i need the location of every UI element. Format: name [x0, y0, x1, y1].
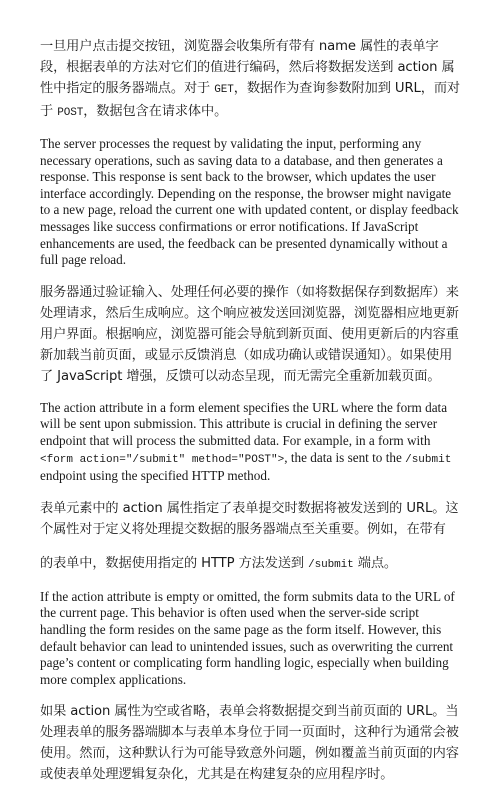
text-run: 表单元素中的 action 属性指定了表单提交时数据将被发送到的 URL。这个属性对于定义将处理提交数据的服务器端点至关重要。例如，在带有 — [40, 500, 459, 537]
text-run: 端点。 — [353, 555, 397, 571]
paragraph-7-en — [40, 589, 462, 689]
inline-code: <form action="/submit" method="POST"> — [40, 453, 285, 466]
text-run: ，数据作为查询参数附加到 URL，而对于 — [40, 81, 461, 119]
text-run: endpoint using the specified HTTP method. — [40, 468, 271, 484]
paragraph-1-zh — [40, 36, 462, 124]
paragraph-5-zh — [40, 498, 462, 540]
text-run: The action attribute in a form element specifies the URL where the form data will be sent upon submission. This attribute is crucial in defining the server endpoint that will process the submitted data. For example, in a form with — [40, 399, 448, 448]
paragraph-6-zh — [40, 553, 462, 576]
paragraph-2-en — [40, 136, 462, 269]
inline-code: POST — [57, 107, 84, 119]
text-run: 如果 action 属性为空或省略，表单会将数据提交到当前页面的 URL。当处理表单的服务器端脚本与表单本身位于同一页面时，这种行为通常会被使用。然而，这种默认行为可能导致意外问题，例如覆盖当前页面的内容或使表单处理逻辑复杂化，尤其是在构建复杂的应用程序时。 — [40, 704, 459, 783]
text-run: 的表单中，数据使用指定的 HTTP 方法发送到 — [40, 555, 309, 571]
inline-code: /submit — [308, 558, 354, 571]
text-run: ，数据包含在请求体中。 — [83, 104, 228, 119]
text-run: 服务器通过验证输入、处理任何必要的操作（如将数据保存到数据库）来处理请求，然后生成响应。这个响应被发送回浏览器，浏览器相应地更新用户界面。根据响应，浏览器可能会导航到新页面、使用更新后的内容重新加载当前页面，或显示反馈消息（如成功确认或错误通知）。如果使用了 JavaScript 增强，反馈可以动态呈现，而无需完全重新加载页面。 — [40, 284, 459, 384]
inline-code: /submit — [405, 453, 452, 466]
text-run: If the action attribute is empty or omitted, the form submits data to the URL of the current page. This behavior is often used when the server-side script handling the form resides on the same page as the form itself. However, this default behavior can lead to unintended issues, such as overwriting the current page’s content or complicating form handling logic, especially when building more complex applications. — [40, 588, 455, 687]
paragraph-8-zh — [40, 701, 462, 785]
paragraph-3-zh — [40, 282, 462, 387]
paragraph-4-en — [40, 400, 462, 485]
text-run: , the data is sent to the — [284, 449, 406, 465]
text-run: 一旦用户点击提交按钮，浏览器会收集所有带有 name 属性的表单字段，根据表单的方法对它们的值进行编码，然后将数据发送到 action 属性中指定的服务器端点。对于 — [40, 39, 455, 96]
text-run: The server processes the request by validating the input, performing any necessary operations, such as saving data to a database, and then generates a response. This response is sent back to the browser, which updates the user interface accordingly. Depending on the response, the browser might navigate to a new page, reload the current one with updated content, or display feedback messages like success confirmations or error notifications. If JavaScript enhancements are used, the feedback can be presented dynamically without a full page reload. — [40, 136, 459, 268]
inline-code: GET — [214, 84, 234, 96]
